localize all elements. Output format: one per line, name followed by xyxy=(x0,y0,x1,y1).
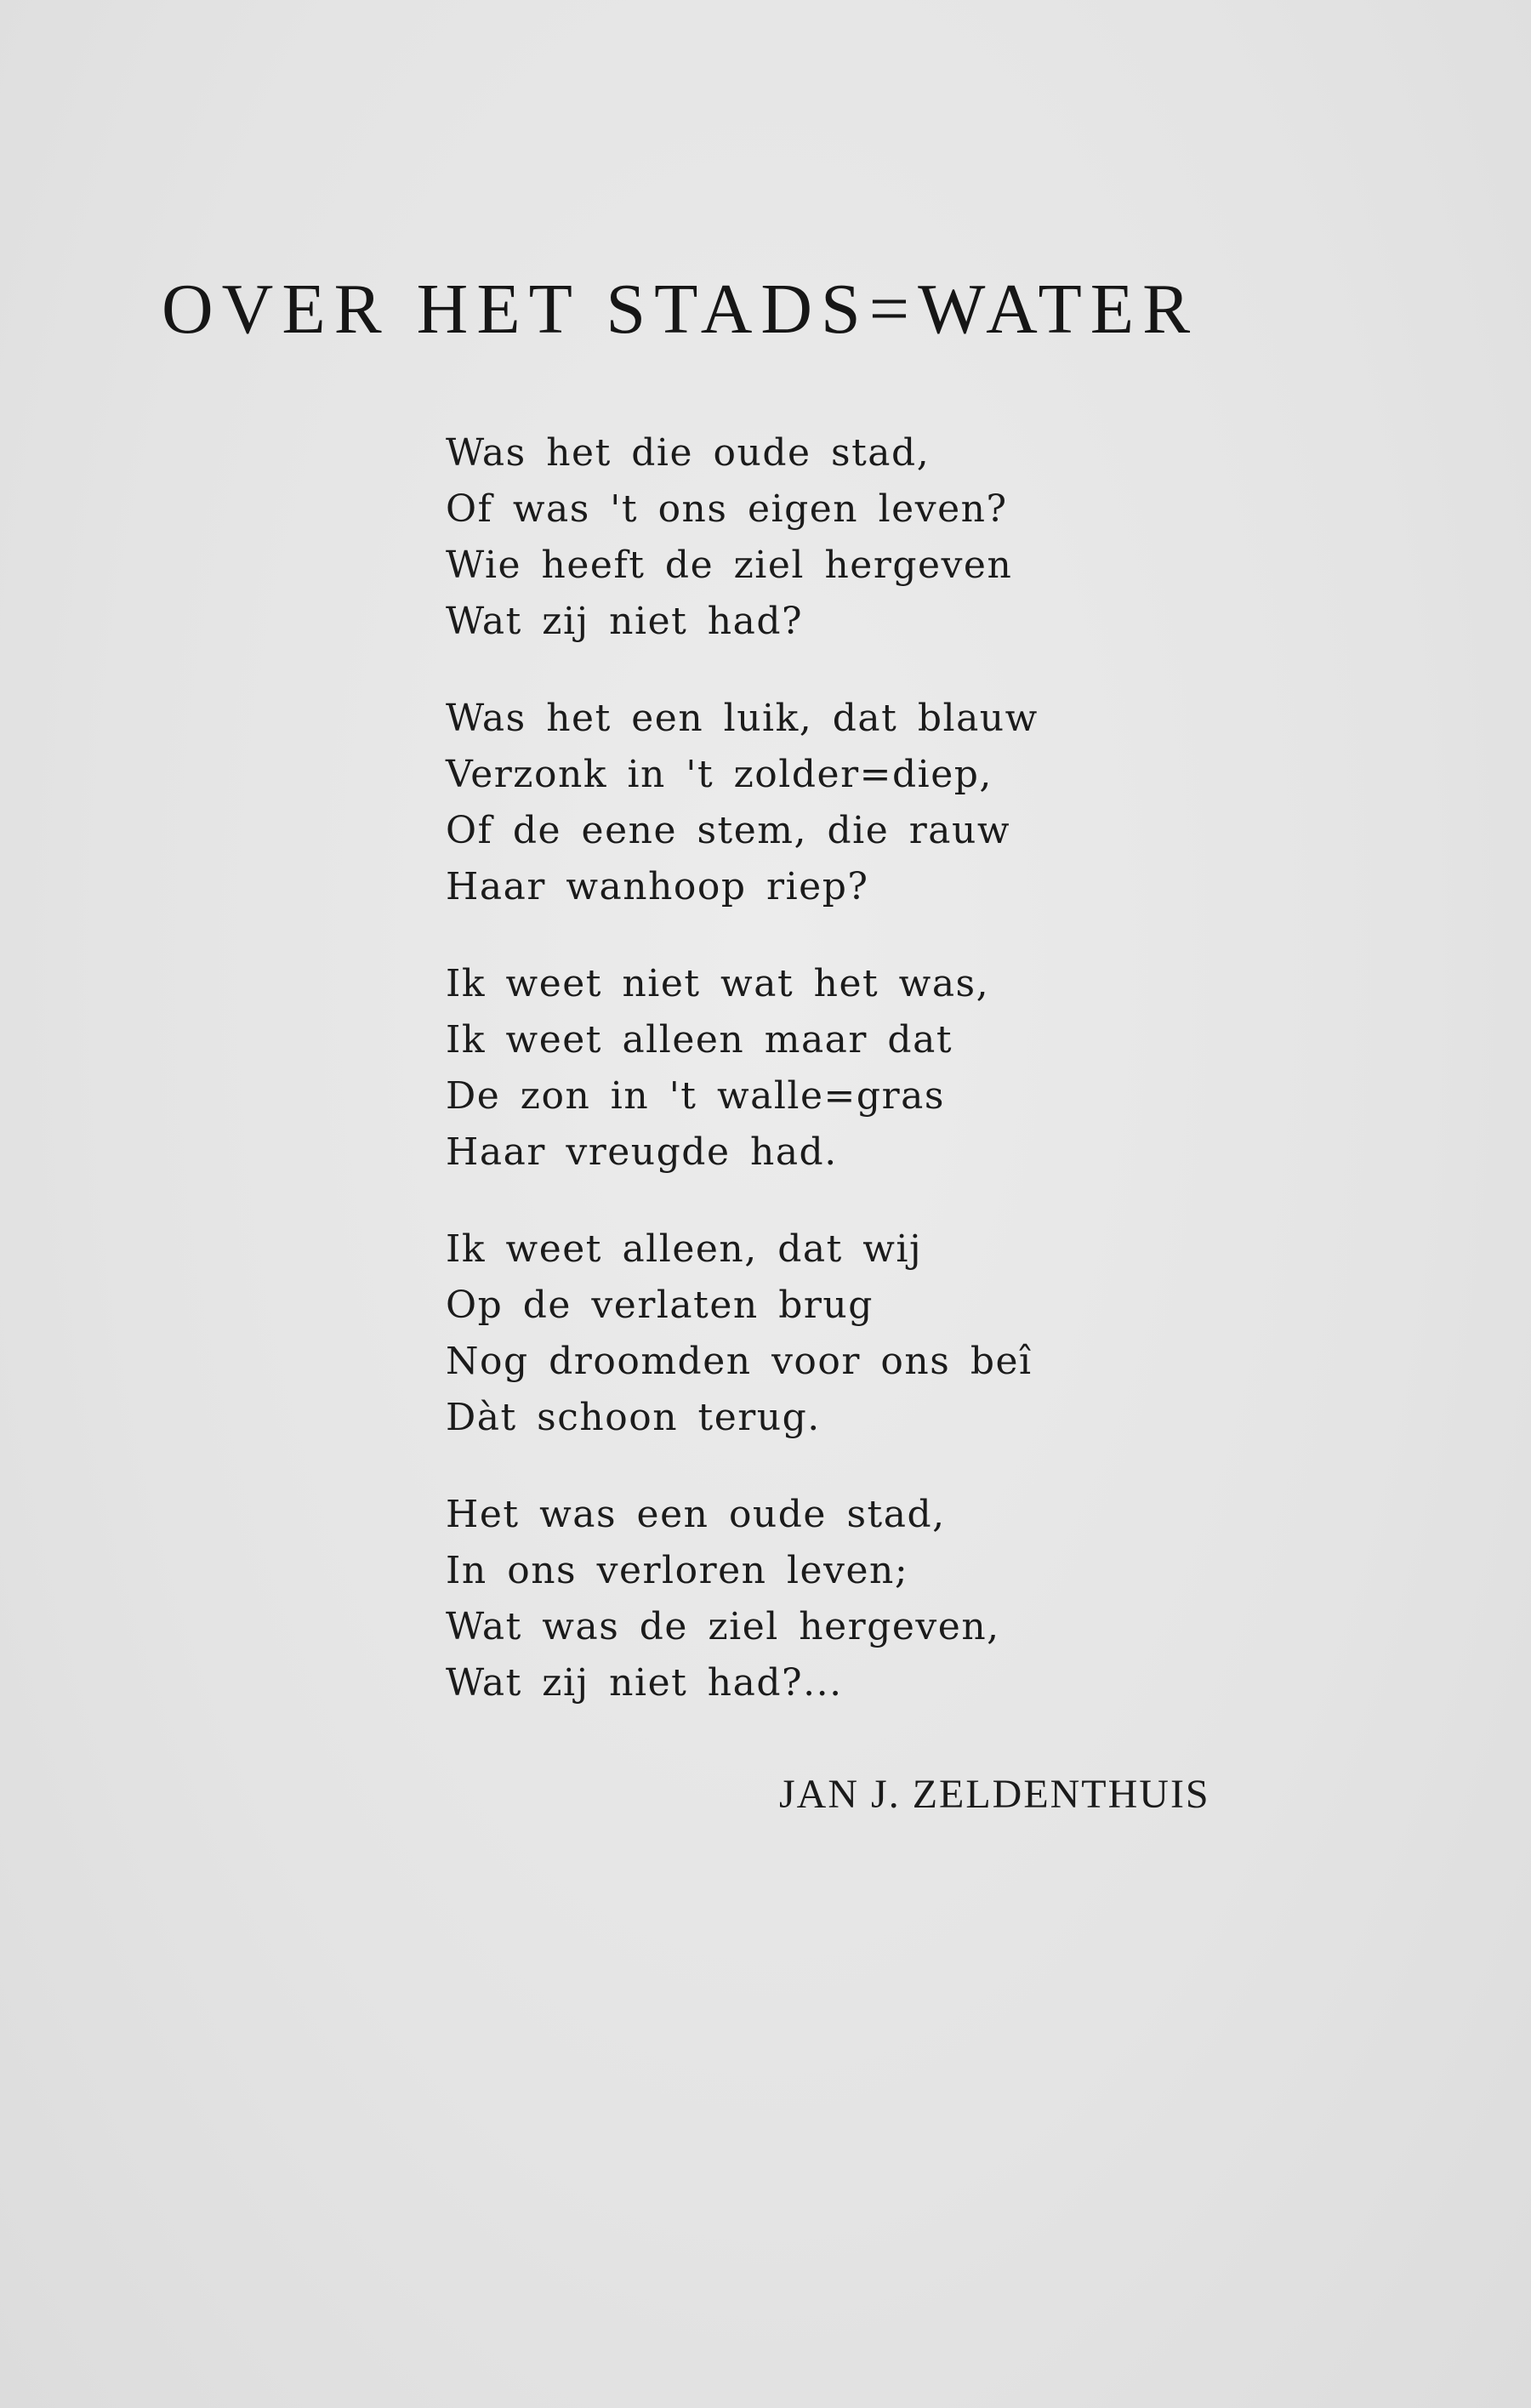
stanza-4 xyxy=(446,1221,1296,1446)
poem-line: Verzonk in 't zolder=diep, xyxy=(446,753,993,796)
poem-line: Of de eene stem, die rauw xyxy=(446,809,1011,852)
poem-line: De zon in 't walle=gras xyxy=(446,1074,945,1118)
poem-line: Ik weet alleen maar dat xyxy=(446,1018,953,1062)
poem-line: Ik weet alleen, dat wij xyxy=(446,1227,923,1271)
poem-line: In ons verloren leven; xyxy=(446,1549,909,1592)
poem-line: Of was 't ons eigen leven? xyxy=(446,487,1008,531)
poem-line: Wie heeft de ziel hergeven xyxy=(446,544,1013,587)
poem-line: Nog droomden voor ons beî xyxy=(446,1340,1033,1383)
poem-line: Het was een oude stad, xyxy=(446,1493,946,1536)
stanza-5 xyxy=(446,1487,1296,1711)
poem-line: Haar wanhoop riep? xyxy=(446,865,869,908)
poem-line: Ik weet niet wat het was, xyxy=(446,962,990,1005)
poem-line: Wat zij niet had? xyxy=(446,600,804,643)
stanza-3 xyxy=(446,956,1296,1181)
poem-title: OVER HET STADS=WATER xyxy=(162,270,1199,349)
stanza-2 xyxy=(446,691,1296,915)
author-signature: JAN J. ZELDENTHUIS xyxy=(779,1772,1210,1817)
stanza-1 xyxy=(446,425,1296,650)
poem-line: Op de verlaten brug xyxy=(446,1284,874,1327)
poem-line: Dàt schoon terug. xyxy=(446,1396,821,1439)
poem-line: Wat zij niet had?... xyxy=(446,1661,843,1705)
poem-line: Was het een luik, dat blauw xyxy=(446,697,1039,740)
poem-line: Haar vreugde had. xyxy=(446,1130,838,1174)
poem-body xyxy=(446,425,1296,1752)
poem-line: Wat was de ziel hergeven, xyxy=(446,1605,1000,1648)
poem-line: Was het die oude stad, xyxy=(446,431,931,475)
